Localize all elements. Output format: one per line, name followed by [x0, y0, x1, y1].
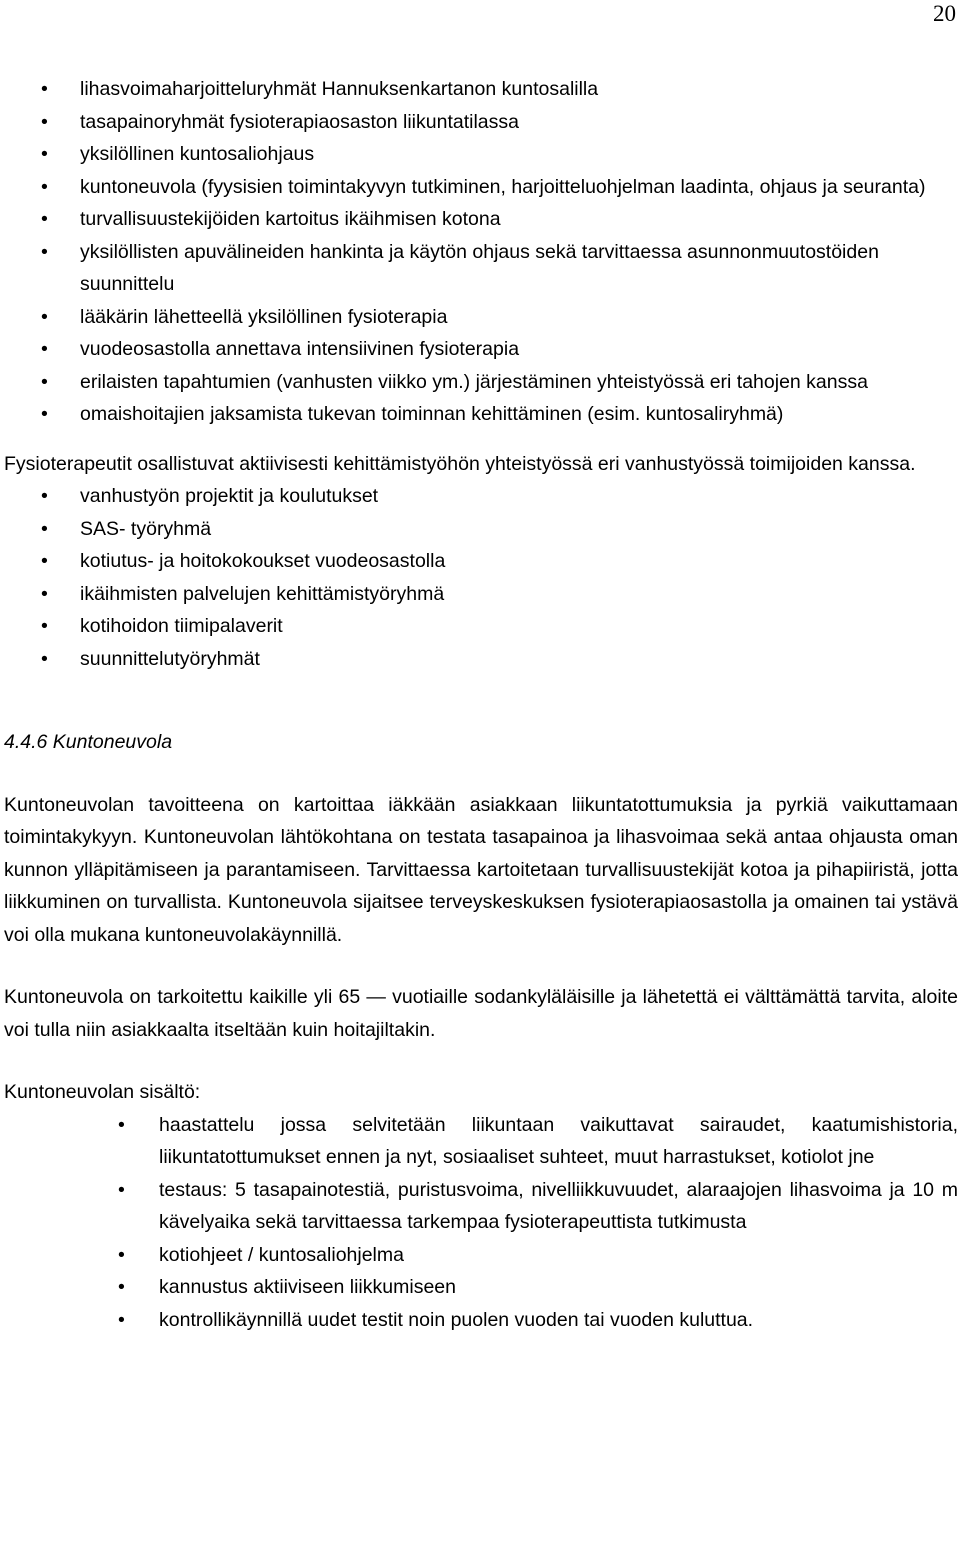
- list-item-text: SAS- työryhmä: [80, 517, 212, 540]
- bullet-icon: •: [118, 1243, 125, 1266]
- list-item-text: kuntoneuvola (fyysisien toimintakyvyn tutkiminen, harjoitteluohjelman laadinta, ohjaus ja seuranta): [80, 175, 926, 198]
- list-item-text: tasapainoryhmät fysioterapiaosaston liikuntatilassa: [80, 110, 519, 133]
- list-item: [4, 73, 958, 106]
- list-item: [4, 333, 958, 366]
- document-body: [4, 73, 958, 1336]
- bullet-icon: •: [41, 305, 48, 328]
- bullet-icon: •: [41, 615, 48, 637]
- list-item-text: turvallisuustekijöiden kartoitus ikäihmisen kotona: [80, 208, 501, 230]
- list-item: [4, 643, 958, 676]
- bullet-icon: •: [41, 175, 48, 198]
- list-item: [4, 545, 958, 578]
- list-item: [4, 1271, 958, 1304]
- list-item-text: haastattelu jossa selvitetään liikuntaan vaikuttavat sairaudet, kaatumishistoria, liikuntatottumukset ennen ja nyt, sosiaaliset suhteet, muut harrastukset, kotiolot jne: [159, 1113, 958, 1168]
- bullet-icon: •: [118, 1308, 125, 1331]
- list-item: [4, 236, 958, 301]
- bullet-icon: •: [41, 143, 48, 165]
- list-item-text: omaishoitajien jaksamista tukevan toiminnan kehittäminen (esim. kuntosaliryhmä): [80, 403, 784, 425]
- list-item-text: suunnittelutyöryhmät: [80, 647, 260, 670]
- bullet-icon: •: [41, 370, 48, 393]
- list-item-text: ikäihmisten palvelujen kehittämistyöryhmä: [80, 582, 445, 605]
- bullet-icon: •: [41, 240, 48, 263]
- bullet-icon: •: [118, 1178, 125, 1201]
- content-list: [4, 1109, 958, 1337]
- bullet-icon: •: [41, 338, 48, 360]
- list-item: [4, 513, 958, 546]
- bullet-icon: •: [118, 1276, 125, 1298]
- bullet-icon: •: [41, 403, 48, 425]
- bullet-icon: •: [41, 517, 48, 540]
- list-item-text: kotiutus- ja hoitokokoukset vuodeosastolla: [80, 550, 446, 572]
- target-group-paragraph: Kuntoneuvola on tarkoitettu kaikille yli 65 — vuotiaille sodankyläläisille ja lähetettä ei välttämättä tarvita, aloite voi tulla niin asiakkaalta itseltään kuin hoitajiltakin.: [4, 986, 958, 1041]
- list-item-text: vuodeosastolla annettava intensiivinen fysioterapia: [80, 338, 520, 360]
- list-item: [4, 366, 958, 399]
- list-item: [4, 578, 958, 611]
- list-item: [4, 106, 958, 139]
- bullet-icon: •: [41, 208, 48, 230]
- list-item: [4, 138, 958, 171]
- bullet-icon: •: [118, 1113, 125, 1136]
- bullet-icon: •: [41, 550, 48, 572]
- list-item: [4, 610, 958, 643]
- list-item-text: kannustus aktiiviseen liikkumiseen: [159, 1276, 456, 1298]
- list-item: [4, 1304, 958, 1337]
- content-label: Kuntoneuvolan sisältö:: [4, 1081, 201, 1103]
- cooperation-list: [4, 480, 958, 675]
- list-item-text: lääkärin lähetteellä yksilöllinen fysioterapia: [80, 305, 448, 328]
- bullet-icon: •: [41, 78, 48, 100]
- bullet-icon: •: [41, 647, 48, 670]
- list-item-text: yksilöllinen kuntosaliohjaus: [80, 143, 315, 165]
- list-item-text: erilaisten tapahtumien (vanhusten viikko ym.) järjestäminen yhteistyössä eri tahojen kanssa: [80, 370, 868, 393]
- list-item: [4, 1239, 958, 1272]
- list-item-text: yksilöllisten apuvälineiden hankinta ja käytön ohjaus sekä tarvittaessa asunnonmuutostöiden suunnittelu: [80, 240, 879, 295]
- list-item: [4, 1174, 958, 1239]
- list-item: [4, 203, 958, 236]
- list-item-text: kotiohjeet / kuntosaliohjelma: [159, 1243, 404, 1266]
- activities-list: [4, 73, 958, 431]
- list-item-text: kontrollikäynnillä uudet testit noin puolen vuoden tai vuoden kuluttua.: [159, 1308, 754, 1331]
- cooperation-paragraph: Fysioterapeutit osallistuvat aktiivisesti kehittämistyöhön yhteistyössä eri vanhustyössä toimijoiden kanssa.: [4, 452, 916, 475]
- list-item: [4, 398, 958, 431]
- kuntoneuvola-description: Kuntoneuvolan tavoitteena on kartoittaa iäkkään asiakkaan liikuntatottumuksia ja pyrkiä vaikuttamaan toimintakykyyn. Kuntoneuvolan lähtökohtana on testata tasapainoa ja lihasvoimaa sekä antaa ohjausta oman kunnon ylläpitämiseen ja parantamiseen. Tarvittaessa kartoitetaan turvallisuustekijät kotoa ja pihapiiristä, jotta liikkuminen on turvallista. Kuntoneuvola sijaitsee terveyskeskuksen fysioterapiaosastolla ja omainen tai ystävä voi olla mukana kuntoneuvolakäynnillä.: [4, 793, 958, 946]
- bullet-icon: •: [41, 110, 48, 133]
- list-item: [4, 171, 958, 204]
- list-item: [4, 480, 958, 513]
- list-item-text: kotihoidon tiimipalaverit: [80, 615, 283, 637]
- list-item-text: testaus: 5 tasapainotestiä, puristusvoima, nivelliikkuvuudet, alaraajojen lihasvoima ja 10 m kävelyaika sekä tarvittaessa tarkempaa fysioterapeuttista tutkimusta: [159, 1178, 958, 1233]
- section-heading: 4.4.6 Kuntoneuvola: [4, 731, 173, 753]
- bullet-icon: •: [41, 582, 48, 605]
- bullet-icon: •: [41, 485, 48, 507]
- page-number: 20: [933, 1, 956, 26]
- list-item-text: vanhustyön projektit ja koulutukset: [80, 485, 379, 507]
- list-item-text: lihasvoimaharjoitteluryhmät Hannuksenkartanon kuntosalilla: [80, 78, 599, 100]
- list-item: [4, 301, 958, 334]
- list-item: [4, 1109, 958, 1174]
